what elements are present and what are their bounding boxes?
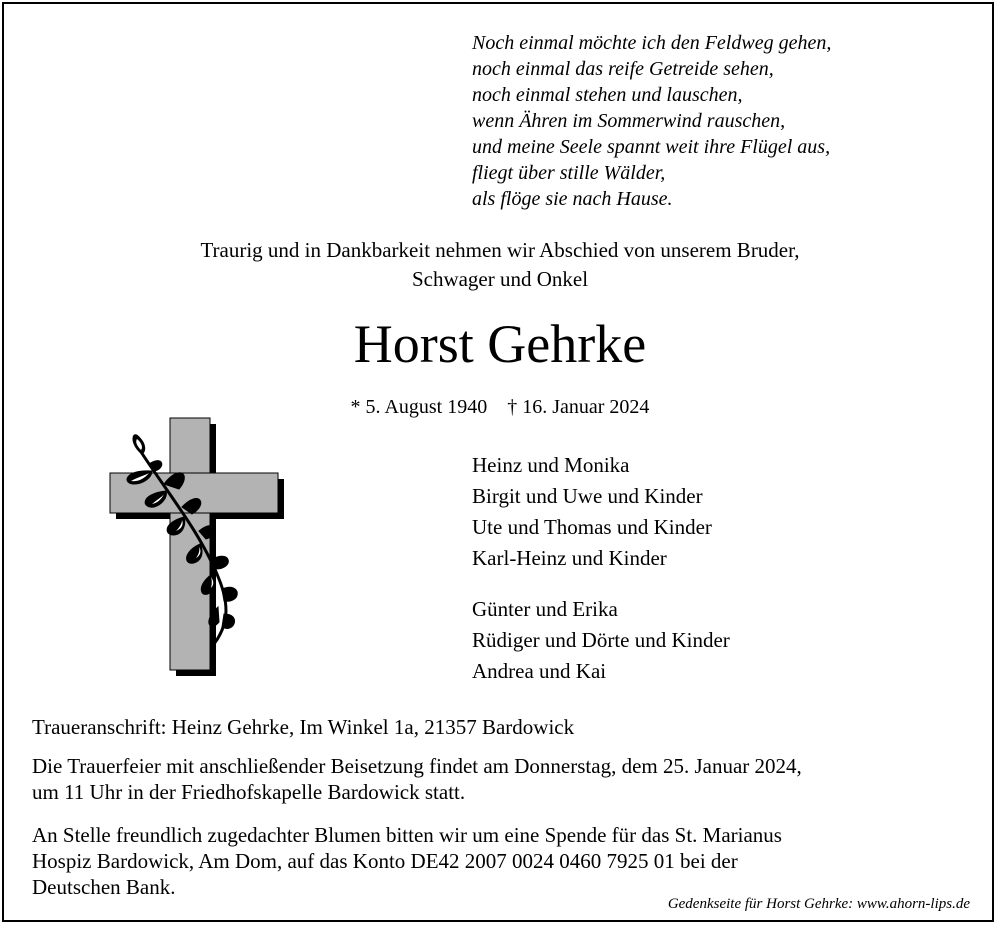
mourner-entry: Karl-Heinz und Kinder [472, 546, 667, 570]
funeral-service-info [32, 753, 982, 805]
mourner-entry: Ute und Thomas und Kinder [472, 515, 712, 539]
birth-date: * 5. August 1940 [350, 396, 488, 418]
donation-request [32, 822, 982, 900]
intro-line: Traurig und in Dankbarkeit nehmen wir Abschied von unserem Bruder, [200, 238, 800, 262]
poem-line: noch einmal stehen und lauschen, [472, 84, 743, 106]
poem-line: noch einmal das reife Getreide sehen, [472, 58, 774, 80]
poem-line: wenn Ähren im Sommerwind rauschen, [472, 110, 786, 132]
donation-line: An Stelle freundlich zugedachter Blumen bitten wir um eine Spende für das St. Marianus [32, 823, 782, 847]
mourner-entry: Andrea und Kai [472, 659, 607, 683]
intro-line: Schwager und Onkel [411, 267, 589, 291]
service-line: Die Trauerfeier mit anschließender Beisetzung findet am Donnerstag, dem 25. Januar 2024, [32, 754, 802, 778]
death-date: † 16. Januar 2024 [507, 396, 650, 418]
obituary-notice [2, 2, 994, 922]
poem-line: und meine Seele spannt weit ihre Flügel aus, [472, 136, 831, 158]
mourner-entry: Heinz und Monika [472, 453, 630, 477]
poem-line: als flöge sie nach Hause. [472, 188, 673, 210]
poem-line: Noch einmal möchte ich den Feldweg gehen, [472, 32, 832, 54]
mourner-entry: Rüdiger und Dörte und Kinder [472, 628, 730, 652]
donation-line: Deutschen Bank. [32, 875, 176, 899]
mourners-group-2 [472, 594, 972, 687]
cross-with-palm-branch-icon [104, 409, 284, 679]
deceased-name: Horst Gehrke [353, 314, 647, 374]
poem-line: fliegt über stille Wälder, [472, 162, 666, 184]
memorial-page-link[interactable]: Gedenkseite für Horst Gehrke: www.ahorn-lips.de [667, 896, 970, 912]
donation-line: Hospiz Bardowick, Am Dom, auf das Konto DE42 2007 0024 0460 7925 01 bei der [32, 849, 738, 873]
mourner-entry: Günter und Erika [472, 597, 618, 621]
service-line: um 11 Uhr in der Friedhofskapelle Bardowick statt. [32, 780, 466, 804]
mourner-entry: Birgit und Uwe und Kinder [472, 484, 703, 508]
mourners-group-1 [472, 450, 972, 574]
intro-text [4, 236, 996, 294]
mourning-address: Traueranschrift: Heinz Gehrke, Im Winkel 1a, 21357 Bardowick [32, 715, 575, 739]
poem [472, 30, 982, 212]
